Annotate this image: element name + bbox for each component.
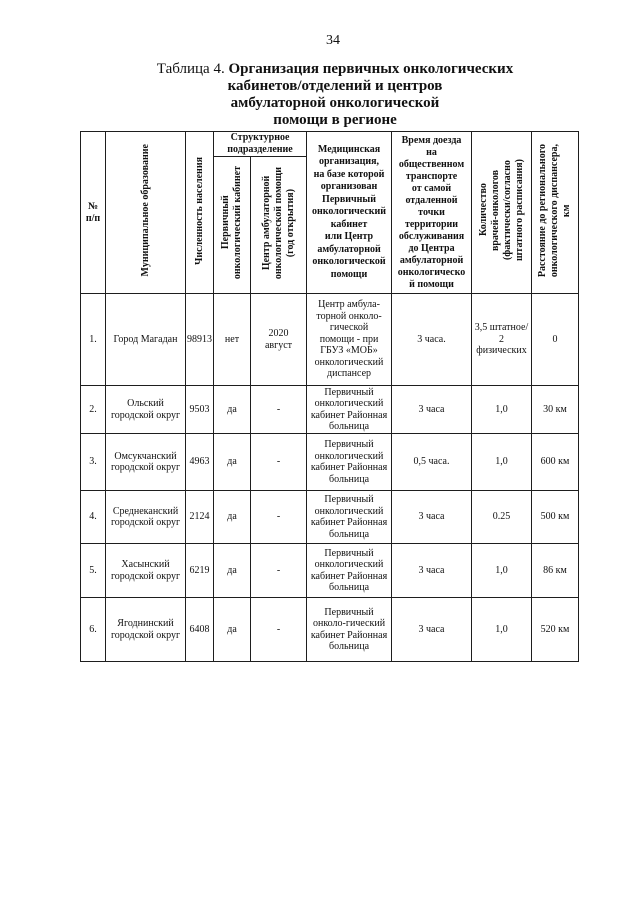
cell-num: 1. xyxy=(81,294,106,386)
header-municipality-label: Муниципальное образование xyxy=(139,144,151,277)
cell-primary-cabinet: да xyxy=(214,491,251,544)
cell-travel-time: 0,5 часа. xyxy=(392,434,472,491)
cell-doctors: 1,0 xyxy=(472,434,532,491)
cell-doctors: 0.25 xyxy=(472,491,532,544)
cell-center: - xyxy=(251,544,307,598)
cell-medical-org: Центр амбула- торной онколо- гической помощи - при ГБУЗ «МОБ» онкологический диспансер xyxy=(307,294,392,386)
cell-population: 98913 xyxy=(186,294,214,386)
header-distance-label: Расстояние до регионального онкологического диспансера, км xyxy=(537,143,573,278)
cell-population: 6219 xyxy=(186,544,214,598)
cell-municipality: Среднеканский городской округ xyxy=(106,491,186,544)
cell-municipality: Омсукчанский городской округ xyxy=(106,434,186,491)
cell-center: - xyxy=(251,491,307,544)
cell-medical-org: Первичный онколо-гический кабинет Районная больница xyxy=(307,598,392,662)
cell-distance: 520 км xyxy=(532,598,579,662)
cell-population: 4963 xyxy=(186,434,214,491)
cell-travel-time: 3 часа xyxy=(392,544,472,598)
cell-primary-cabinet: нет xyxy=(214,294,251,386)
table-title-label: Таблица 4. xyxy=(156,61,225,77)
cell-medical-org: Первичный онкологический кабинет Районная больница xyxy=(307,491,392,544)
header-medical-org: Медицинская организация, на базе которой организован Первичный онкологический кабинет или Центр амбулаторной онкологической помощи xyxy=(307,132,392,294)
header-doctors xyxy=(472,132,532,294)
header-population xyxy=(186,132,214,294)
header-center xyxy=(251,157,307,294)
header-center-label: Центр амбулаторной онкологической помощи (год открытия) xyxy=(260,166,296,280)
table-row xyxy=(81,294,579,386)
table-title xyxy=(30,61,640,129)
header-num: № п/п xyxy=(81,132,106,294)
cell-num: 6. xyxy=(81,598,106,662)
cell-primary-cabinet: да xyxy=(214,434,251,491)
cell-municipality: Город Магадан xyxy=(106,294,186,386)
cell-primary-cabinet: да xyxy=(214,544,251,598)
table-row xyxy=(81,598,579,662)
header-distance xyxy=(532,132,579,294)
cell-travel-time: 3 часа. xyxy=(392,294,472,386)
cell-distance: 600 км xyxy=(532,434,579,491)
header-population-label: Численность населения xyxy=(193,156,205,265)
cell-primary-cabinet: да xyxy=(214,598,251,662)
cell-distance: 86 км xyxy=(532,544,579,598)
cell-primary-cabinet: да xyxy=(214,386,251,434)
cell-num: 2. xyxy=(81,386,106,434)
cell-center: 2020 август xyxy=(251,294,307,386)
cell-num: 4. xyxy=(81,491,106,544)
cell-doctors: 1,0 xyxy=(472,386,532,434)
cell-center: - xyxy=(251,386,307,434)
cell-num: 3. xyxy=(81,434,106,491)
cell-municipality: Ягоднинский городской округ xyxy=(106,598,186,662)
header-row xyxy=(81,132,579,157)
table-row xyxy=(81,386,579,434)
cell-distance: 500 км xyxy=(532,491,579,544)
header-structural-unit: Структурное подразделение xyxy=(214,132,307,157)
cell-doctors: 1,0 xyxy=(472,544,532,598)
cell-num: 5. xyxy=(81,544,106,598)
header-municipality xyxy=(106,132,186,294)
cell-distance: 0 xyxy=(532,294,579,386)
cell-center: - xyxy=(251,434,307,491)
cell-medical-org: Первичный онкологический кабинет Районная больница xyxy=(307,386,392,434)
cell-medical-org: Первичный онкологический кабинет Районная больница xyxy=(307,544,392,598)
page-number: 34 xyxy=(326,33,340,48)
cell-municipality: Хасынский городской округ xyxy=(106,544,186,598)
header-travel-time: Время доезда на общественном транспорте от самой отдаленной точки территории обслуживания до Центра амбулаторной онкологическо й помощи xyxy=(392,132,472,294)
cell-travel-time: 3 часа xyxy=(392,386,472,434)
cell-municipality: Ольский городской округ xyxy=(106,386,186,434)
table-row xyxy=(81,491,579,544)
cell-population: 6408 xyxy=(186,598,214,662)
cell-travel-time: 3 часа xyxy=(392,598,472,662)
oncology-table xyxy=(80,131,579,662)
cell-population: 9503 xyxy=(186,386,214,434)
table-row xyxy=(81,434,579,491)
table-title-text: Организация первичных онкологических кабинетов/отделений и центров амбулаторной онкологической помощи в регионе xyxy=(227,61,514,128)
header-primary-cabinet-label: Первичный онкологический кабинет xyxy=(220,166,243,280)
cell-distance: 30 км xyxy=(532,386,579,434)
cell-doctors: 3,5 штатное/ 2 физических xyxy=(472,294,532,386)
cell-population: 2124 xyxy=(186,491,214,544)
header-doctors-label: Количество врачей-онкологов (фактически/согласно штатного расписания) xyxy=(477,159,525,262)
table-row xyxy=(81,544,579,598)
cell-travel-time: 3 часа xyxy=(392,491,472,544)
header-primary-cabinet xyxy=(214,157,251,294)
cell-center: - xyxy=(251,598,307,662)
cell-doctors: 1,0 xyxy=(472,598,532,662)
cell-medical-org: Первичный онкологический кабинет Районная больница xyxy=(307,434,392,491)
